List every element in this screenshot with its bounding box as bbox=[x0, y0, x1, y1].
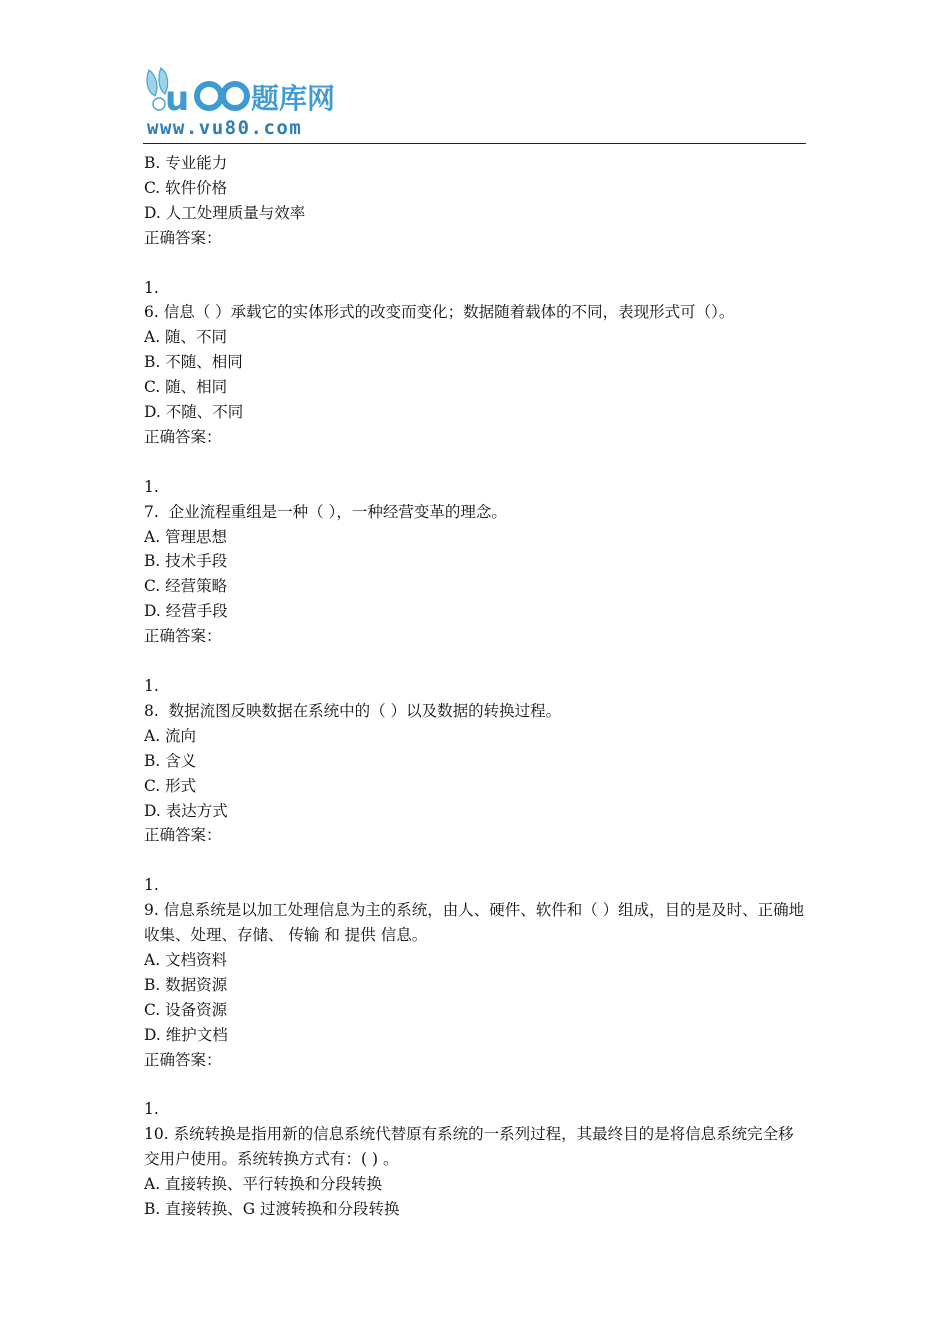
question-text: 10. 系统转换是指用新的信息系统代替原有系统的一系列过程，其最终目的是将信息系统完全移交用户使用。系统转换方式有：( ) 。 bbox=[144, 1125, 794, 1169]
correct-answer-label: 正确答案： bbox=[144, 826, 222, 845]
correct-answer-label: 正确答案： bbox=[144, 1050, 222, 1069]
answer-option: A. 流向 bbox=[144, 726, 197, 745]
answer-option: B. 含义 bbox=[144, 751, 197, 770]
question-text: 8. 数据流图反映数据在系统中的（ ）以及数据的转换过程。 bbox=[144, 701, 562, 720]
answer-option: A. 文档资料 bbox=[144, 950, 228, 969]
answer-option: D. 经营手段 bbox=[144, 602, 228, 621]
answer-option: C. 经营策略 bbox=[144, 577, 228, 596]
item-number: 1. bbox=[144, 876, 159, 895]
answer-option: A. 直接转换、平行转换和分段转换 bbox=[144, 1175, 383, 1194]
item-number: 1. bbox=[144, 278, 159, 297]
answer-option: C. 随、相同 bbox=[144, 378, 228, 397]
svg-text:u: u bbox=[165, 79, 190, 119]
page-header bbox=[143, 66, 806, 144]
correct-answer-label: 正确答案： bbox=[144, 427, 222, 446]
question-text: 6. 信息（ ）承载它的实体形式的改变而变化；数据随着载体的不同，表现形式可（）。 bbox=[144, 303, 735, 322]
question-content bbox=[144, 151, 808, 1222]
answer-option: C. 形式 bbox=[144, 776, 197, 795]
blank-line bbox=[144, 848, 808, 873]
answer-option: B. 技术手段 bbox=[144, 552, 228, 571]
answer-option: D. 不随、不同 bbox=[144, 403, 244, 422]
answer-option: D. 人工处理质量与效率 bbox=[144, 203, 306, 222]
blank-line bbox=[144, 649, 808, 674]
answer-option: D. 维护文档 bbox=[144, 1025, 228, 1044]
item-number: 1. bbox=[144, 477, 159, 496]
question-text: 7. 企业流程重组是一种（ ），一种经营变革的理念。 bbox=[144, 502, 507, 521]
answer-option: C. 设备资源 bbox=[144, 1000, 228, 1019]
item-number: 1. bbox=[144, 1100, 159, 1119]
svg-text:www.vu80.com: www.vu80.com bbox=[147, 117, 303, 138]
answer-option: A. 管理思想 bbox=[144, 527, 228, 546]
answer-option: B. 专业能力 bbox=[144, 154, 228, 172]
answer-option: C. 软件价格 bbox=[144, 178, 228, 197]
item-number: 1. bbox=[144, 676, 159, 695]
blank-line bbox=[144, 450, 808, 475]
vu80-logo bbox=[143, 66, 343, 138]
correct-answer-label: 正确答案： bbox=[144, 228, 222, 247]
correct-answer-label: 正确答案： bbox=[144, 627, 222, 646]
answer-option: D. 表达方式 bbox=[144, 801, 228, 820]
answer-option: B. 数据资源 bbox=[144, 975, 228, 994]
blank-line bbox=[144, 251, 808, 276]
blank-line bbox=[144, 1072, 808, 1097]
svg-text:题库网: 题库网 bbox=[251, 82, 336, 115]
question-text: 9. 信息系统是以加工处理信息为主的系统，由人、硬件、软件和（ ）组成，目的是及时、正确地收集、处理、存储、 传输 和 提供 信息。 bbox=[144, 901, 805, 945]
answer-option: A. 随、不同 bbox=[144, 328, 228, 347]
answer-option: B. 直接转换、G 过渡转换和分段转换 bbox=[144, 1199, 400, 1218]
answer-option: B. 不随、相同 bbox=[144, 353, 243, 372]
